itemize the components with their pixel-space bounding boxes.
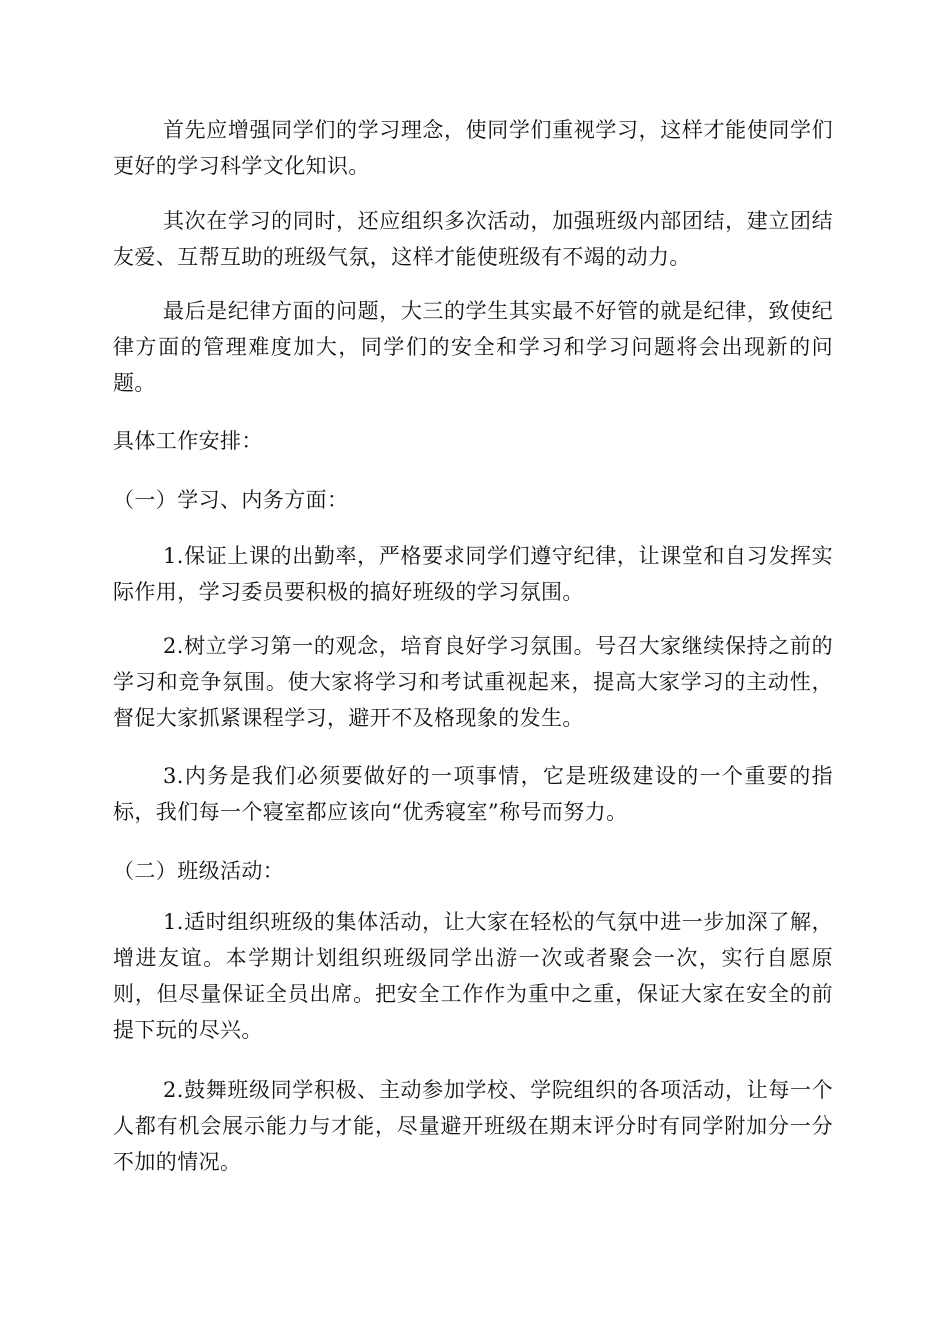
list-item-attendance: 1.保证上课的出勤率，严格要求同学们遵守纪律，让课堂和自习发挥实际作用，学习委员要积极的搞好班级的学习氛围。 xyxy=(113,544,833,604)
paragraph-discipline: 最后是纪律方面的问题，大三的学生其实最不好管的就是纪律，致使纪律方面的管理难度加大，同学们的安全和学习和学习问题将会出现新的问题。 xyxy=(113,299,833,395)
paragraph-study-concept: 首先应增强同学们的学习理念，使同学们重视学习，这样才能使同学们更好的学习科学文化知识。 xyxy=(113,118,833,178)
list-item-dormitory: 3.内务是我们必须要做好的一项事情，它是班级建设的一个重要的指标，我们每一个寝室都应该向“优秀寝室”称号而努力。 xyxy=(113,764,833,824)
list-item-group-activities: 1.适时组织班级的集体活动，让大家在轻松的气氛中进一步加深了解，增进友谊。本学期计划组织班级同学出游一次或者聚会一次，实行自愿原则，但尽量保证全员出席。把安全工作作为重中之重，保证大家在安全的前提下玩的尽兴。 xyxy=(113,910,833,1042)
paragraph-activities-unity: 其次在学习的同时，还应组织多次活动，加强班级内部团结，建立团结友爱、互帮互助的班级气氛，这样才能使班级有不竭的动力。 xyxy=(113,209,833,269)
list-item-study-first: 2.树立学习第一的观念，培育良好学习氛围。号召大家继续保持之前的学习和竞争氛围。使大家将学习和考试重视起来，提高大家学习的主动性，督促大家抓紧课程学习，避开不及格现象的发生。 xyxy=(113,634,833,730)
section-heading-study-affairs: （一）学习、内务方面： xyxy=(113,488,349,512)
heading-work-arrangement: 具体工作安排： xyxy=(113,429,263,453)
section-heading-class-activities: （二）班级活动： xyxy=(113,859,285,883)
list-item-encourage-participation: 2.鼓舞班级同学积极、主动参加学校、学院组织的各项活动，让每一个人都有机会展示能力与才能，尽量避开班级在期末评分时有同学附加分一分不加的情况。 xyxy=(113,1078,833,1174)
